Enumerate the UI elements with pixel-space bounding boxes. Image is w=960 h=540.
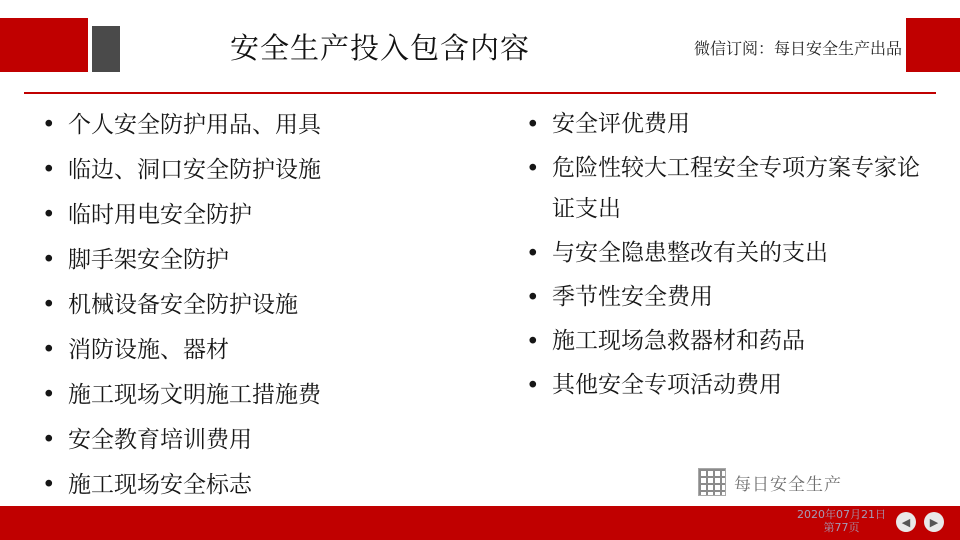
list-item <box>518 148 932 230</box>
list-item <box>518 233 932 274</box>
left-bullet-list <box>34 104 468 506</box>
qr-code-icon <box>698 468 726 496</box>
list-item-label: 危险性较大工程安全专项方案专家论证支出 <box>552 155 920 222</box>
bullet-icon: • <box>42 337 56 363</box>
list-item <box>34 464 468 506</box>
list-item <box>34 284 468 326</box>
page-title: 安全生产投入包含内容 <box>229 31 530 65</box>
date-page-watermark <box>797 508 886 534</box>
list-item-label: 机械设备安全防护设施 <box>68 292 298 318</box>
bullet-icon: • <box>526 241 540 267</box>
list-item-label: 其他安全专项活动费用 <box>552 372 782 398</box>
watermark-page: 第77页 <box>823 521 860 534</box>
list-item-label: 消防设施、器材 <box>68 337 229 363</box>
slide-navigation[interactable] <box>896 512 944 532</box>
list-item <box>34 194 468 236</box>
left-column <box>24 104 468 498</box>
next-slide-icon[interactable]: ▶ <box>924 512 944 532</box>
list-item-label: 施工现场安全标志 <box>68 472 252 498</box>
bullet-icon: • <box>42 292 56 318</box>
bullet-icon: • <box>42 472 56 498</box>
bullet-icon: • <box>526 285 540 311</box>
list-item <box>518 104 932 145</box>
list-item <box>34 149 468 191</box>
list-item-label: 与安全隐患整改有关的支出 <box>552 240 828 266</box>
list-item-label: 季节性安全费用 <box>552 284 713 310</box>
top-right-red-block <box>906 18 960 72</box>
top-left-grey-block <box>92 26 120 72</box>
account-name-label: 每日安全生产 <box>734 474 842 495</box>
bullet-icon: • <box>42 382 56 408</box>
bullet-icon: • <box>42 202 56 228</box>
account-watermark <box>698 468 842 496</box>
list-item <box>34 239 468 281</box>
bullet-icon: • <box>526 329 540 355</box>
list-item-label: 安全教育培训费用 <box>68 427 252 453</box>
right-column <box>488 104 932 484</box>
list-item-label: 安全评优费用 <box>552 111 690 137</box>
list-item <box>518 321 932 362</box>
list-item <box>518 365 932 406</box>
bullet-icon: • <box>526 373 540 399</box>
watermark-date: 2020年07月21日 <box>797 508 886 521</box>
list-item <box>518 277 932 318</box>
list-item-label: 临边、洞口安全防护设施 <box>68 157 321 183</box>
right-bullet-list <box>518 104 932 406</box>
bullet-icon: • <box>42 157 56 183</box>
list-item-label: 施工现场急救器材和药品 <box>552 328 805 354</box>
list-item-label: 临时用电安全防护 <box>68 202 252 228</box>
list-item-label: 施工现场文明施工措施费 <box>68 382 321 408</box>
bullet-icon: • <box>526 112 540 138</box>
list-item <box>34 419 468 461</box>
top-left-red-block <box>0 18 88 72</box>
header-divider <box>24 92 936 94</box>
list-item <box>34 104 468 146</box>
bullet-icon: • <box>42 427 56 453</box>
list-item <box>34 374 468 416</box>
list-item <box>34 329 468 371</box>
list-item-label: 脚手架安全防护 <box>68 247 229 273</box>
bullet-icon: • <box>526 156 540 182</box>
list-item-label: 个人安全防护用品、用具 <box>68 112 321 138</box>
prev-slide-icon[interactable]: ◀ <box>896 512 916 532</box>
bullet-icon: • <box>42 247 56 273</box>
subscription-note: 微信订阅：每日安全生产出品 <box>693 39 902 58</box>
bullet-icon: • <box>42 112 56 138</box>
